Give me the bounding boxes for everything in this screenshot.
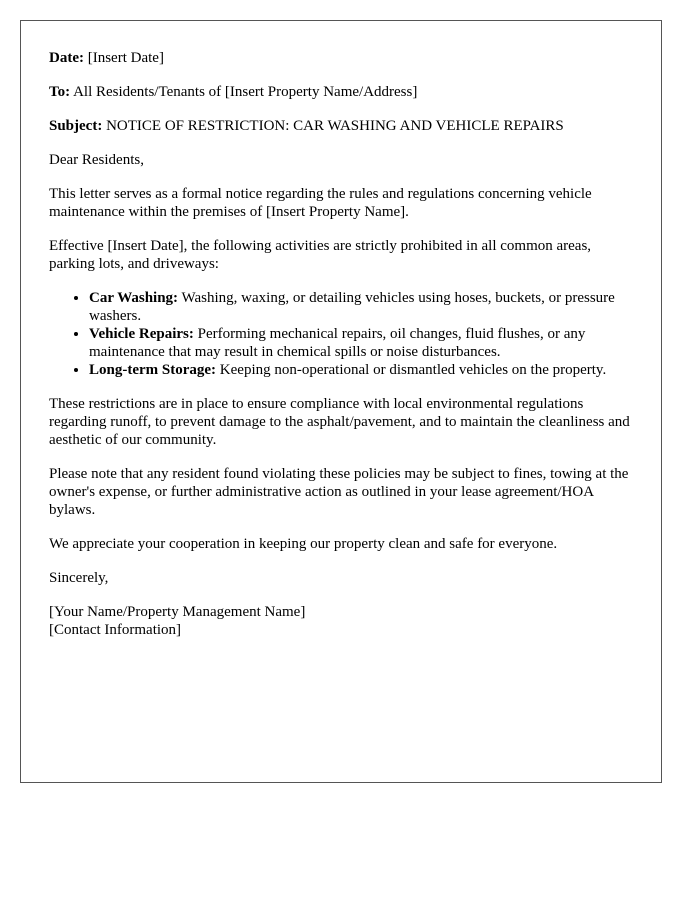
list-item: [89, 289, 633, 325]
item-title: Car Washing:: [89, 290, 179, 306]
intro-paragraph: This letter serves as a formal notice regarding the rules and regulations concerning vehicle maintenance within the premises of [Insert Property Name].: [49, 186, 592, 220]
sender-name: [Your Name/Property Management Name]: [49, 604, 306, 620]
to-value: All Residents/Tenants of [Insert Property Name/Address]: [73, 84, 418, 100]
subject-line: [49, 117, 633, 135]
prohibited-list: [49, 289, 633, 379]
letter: [20, 20, 662, 783]
item-text: Washing, waxing, or detailing vehicles using hoses, buckets, or pressure washers.: [89, 290, 615, 324]
to-line: [49, 83, 633, 101]
date-line: [49, 49, 633, 67]
signature-block: [49, 603, 633, 639]
item-title: Long-term Storage:: [89, 362, 217, 378]
salutation: Dear Residents,: [49, 152, 144, 168]
date-value: [Insert Date]: [87, 50, 164, 66]
effective-paragraph: Effective [Insert Date], the following activities are strictly prohibited in all common areas, parking lots, and driveways:: [49, 238, 592, 272]
item-text: Keeping non-operational or dismantled vehicles on the property.: [219, 362, 607, 378]
subject-value: NOTICE OF RESTRICTION: CAR WASHING AND VEHICLE REPAIRS: [106, 118, 564, 134]
reason-paragraph: These restrictions are in place to ensure compliance with local environmental regulations regarding runoff, to prevent damage to the asphalt/pavement, and to maintain the cleanliness and aesthetic of our community.: [49, 396, 630, 448]
penalty-paragraph: Please note that any resident found violating these policies may be subject to fines, towing at the owner's expense, or further administrative action as outlined in your lease agreement/HOA bylaws.: [49, 466, 629, 518]
subject-label: Subject:: [49, 118, 103, 134]
thanks-paragraph: We appreciate your cooperation in keeping our property clean and safe for everyone.: [49, 536, 558, 552]
date-label: Date:: [49, 50, 84, 66]
item-title: Vehicle Repairs:: [89, 326, 194, 342]
list-item: [89, 361, 633, 379]
list-item: [89, 325, 633, 361]
item-text: Performing mechanical repairs, oil changes, fluid flushes, or any maintenance that may result in chemical spills or noise disturbances.: [89, 326, 586, 360]
to-label: To:: [49, 84, 71, 100]
signoff: Sincerely,: [49, 570, 109, 586]
contact-info: [Contact Information]: [49, 622, 182, 638]
